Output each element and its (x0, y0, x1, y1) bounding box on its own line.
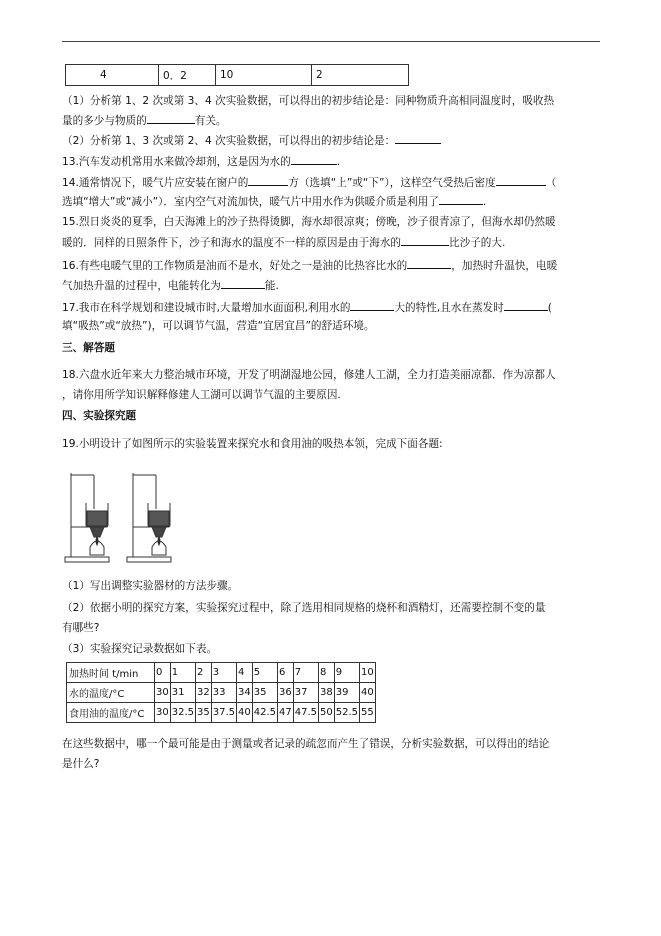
q19-part3: （3）实验探究记录数据如下表。 (62, 643, 218, 655)
table-cell: 31 (170, 683, 195, 703)
q16-line1 (62, 256, 602, 276)
experiment-apparatus-figure (60, 463, 180, 571)
table-cell: 34 (237, 683, 253, 703)
table-cell: 6 (278, 663, 294, 683)
q12-part1-line2 (62, 111, 602, 131)
data-table (66, 662, 376, 723)
answer-blank[interactable] (401, 233, 449, 246)
row-header: 加热时间 t/min (67, 663, 155, 683)
gauze (90, 527, 104, 537)
row-header: 食用油的温度/°C (67, 703, 155, 723)
q17-text-b: 大的特性,且水在蒸发时 (394, 302, 504, 314)
q12-part1-line1: （1）分析第 1、2 次或第 3、4 次实验数据，可以得出的初步结论是：同种物质升高相同温度时，吸收热 (62, 95, 555, 107)
q17-line2: 填“吸热”或“放热”)，可以调节气温，营造“宜居宜昌”的舒适环境。 (62, 320, 375, 332)
table-row (67, 663, 376, 683)
table-cell: 4 (66, 65, 159, 86)
table-cell: 37.5 (211, 703, 236, 723)
answer-blank[interactable] (395, 131, 441, 144)
apparatus-left (65, 473, 109, 562)
table-cell: 40 (237, 703, 253, 723)
q18-line1: 18.六盘水近年来大力整治城市环境，开发了明湖湿地公园，修建人工湖，全力打造美丽凉都．作为凉都人 (62, 369, 556, 381)
section-heading-answer: 三、解答题 (62, 342, 115, 354)
table-cell: 0．2 (159, 65, 216, 86)
answer-blank[interactable] (350, 298, 394, 311)
answer-blank[interactable] (248, 173, 288, 186)
table-cell: 9 (334, 663, 359, 683)
gauze (152, 527, 166, 537)
table-cell: 32 (196, 683, 212, 703)
answer-blank[interactable] (496, 173, 546, 186)
header-rule (62, 41, 600, 42)
table-row (67, 683, 376, 703)
q19-part1: （1）写出调整实验器材的方法步骤。 (62, 580, 239, 592)
base-plate (127, 557, 171, 562)
table-cell: 50 (319, 703, 335, 723)
table-cell: 10 (360, 663, 376, 683)
table-cell: 37 (293, 683, 318, 703)
q17-text-a: 17.我市在科学规划和建设城市时,大量增加水面面积,利用水的 (62, 302, 351, 314)
answer-blank[interactable] (147, 111, 195, 124)
q19-final-line2: 是什么? (62, 758, 100, 770)
q12-part2-text: （2）分析第 1、3 次或第 2、4 次实验数据，可以得出的初步结论是： (62, 135, 396, 147)
answer-blank[interactable] (407, 256, 451, 269)
q16-text-d: 能. (264, 280, 279, 292)
table-cell: 2 (312, 65, 409, 86)
q13-text: 13.汽车发动机常用水来做冷却剂，这是因为水的 (62, 156, 291, 168)
q19-intro: 19.小明设计了如图所示的实验装置来探究水和食用油的吸热本领，完成下面各题: (62, 438, 443, 450)
table-cell: 47 (278, 703, 294, 723)
previous-data-table-row (65, 64, 409, 86)
table-cell: 1 (170, 663, 195, 683)
table-cell: 5 (252, 663, 277, 683)
table-cell: 38 (319, 683, 335, 703)
table-cell: 33 (211, 683, 236, 703)
table-cell: 40 (360, 683, 376, 703)
q15-text: 暖的．同样的日照条件下，沙子和海水的温度不一样的原因是由于海水的 (62, 237, 401, 249)
table-cell: 52.5 (334, 703, 359, 723)
table-cell: 36 (278, 683, 294, 703)
q14-text-d: 选填“增大”或“减小”）．室内空气对流加快，暖气片中用水作为供暖介质是利用了 (62, 196, 439, 208)
q19-part2-line2: 有哪些? (62, 622, 100, 634)
answer-blank[interactable] (221, 276, 265, 289)
table-cell: 35 (196, 703, 212, 723)
table-cell: 8 (319, 663, 335, 683)
table-cell: 35 (252, 683, 277, 703)
section-heading-experiment: 四、实验探究题 (62, 410, 137, 422)
table-cell: 32.5 (170, 703, 195, 723)
table-cell: 47.5 (293, 703, 318, 723)
q14-line1 (62, 173, 602, 193)
table-cell: 4 (237, 663, 253, 683)
table-cell: 30 (155, 683, 171, 703)
q16-line2 (62, 276, 602, 296)
base-plate (65, 557, 109, 562)
q15-line2 (62, 233, 602, 253)
liquid (149, 511, 169, 526)
q13-end: . (336, 156, 341, 168)
q14-text-c: （ (545, 177, 557, 189)
answer-blank[interactable] (291, 152, 337, 165)
q12-part1-text: 量的多少与物质的 (62, 115, 147, 127)
q18-line2: ，请你用所学知识解释修建人工湖可以调节气温的主要原因. (62, 389, 341, 401)
table-cell: 10 (216, 65, 312, 86)
table-cell: 30 (155, 703, 171, 723)
q14-line2 (62, 192, 602, 212)
q19-part2-line1: （2）依据小明的探究方案，实验探究过程中，除了选用相同规格的烧杯和酒精灯，还需要控制不变的量 (62, 602, 546, 614)
flame (96, 537, 98, 545)
q16-text-a: 16.有些电暖气里的工作物质是油而不是水，好处之一是油的比热容比水的 (62, 260, 408, 272)
q19-final-line1: 在这些数据中，哪一个最可能是由于测量或者记录的疏忽而产生了错误，分析实验数据，可以得出的结论 (62, 738, 550, 750)
answer-blank[interactable] (504, 298, 548, 311)
q13 (62, 152, 602, 172)
q14-text-e: . (482, 196, 487, 208)
flame (158, 537, 160, 545)
q15-line1: 15.烈日炎炎的夏季，白天海滩上的沙子热得烫脚，海水却很凉爽；傍晚，沙子很青凉了，但海水却仍然暖 (62, 216, 556, 228)
q12-part1-end: 有关。 (194, 115, 227, 127)
q17-text-c: ( (547, 302, 552, 314)
q12-part2 (62, 131, 602, 151)
liquid (87, 511, 107, 526)
q15-end: 比沙子的大. (449, 237, 506, 249)
table-cell: 55 (360, 703, 376, 723)
table-cell: 0 (155, 663, 171, 683)
table-cell: 7 (293, 663, 318, 683)
apparatus-right (127, 473, 171, 562)
table-cell: 3 (211, 663, 236, 683)
row-header: 水的温度/°C (67, 683, 155, 703)
q14-text-b: 方（选填“上”或“下”），这样空气受热后密度 (288, 177, 496, 189)
q16-text-b: ，加热时升温快，电暖 (451, 260, 558, 272)
q16-text-c: 气加热升温的过程中，电能转化为 (62, 280, 221, 292)
answer-blank[interactable] (439, 192, 483, 205)
q14-text-a: 14.通常情况下，暖气片应安装在窗户的 (62, 177, 249, 189)
table-row (67, 703, 376, 723)
table-cell: 39 (334, 683, 359, 703)
q17-line1 (62, 298, 602, 318)
table-cell: 2 (196, 663, 212, 683)
table-cell: 42.5 (252, 703, 277, 723)
